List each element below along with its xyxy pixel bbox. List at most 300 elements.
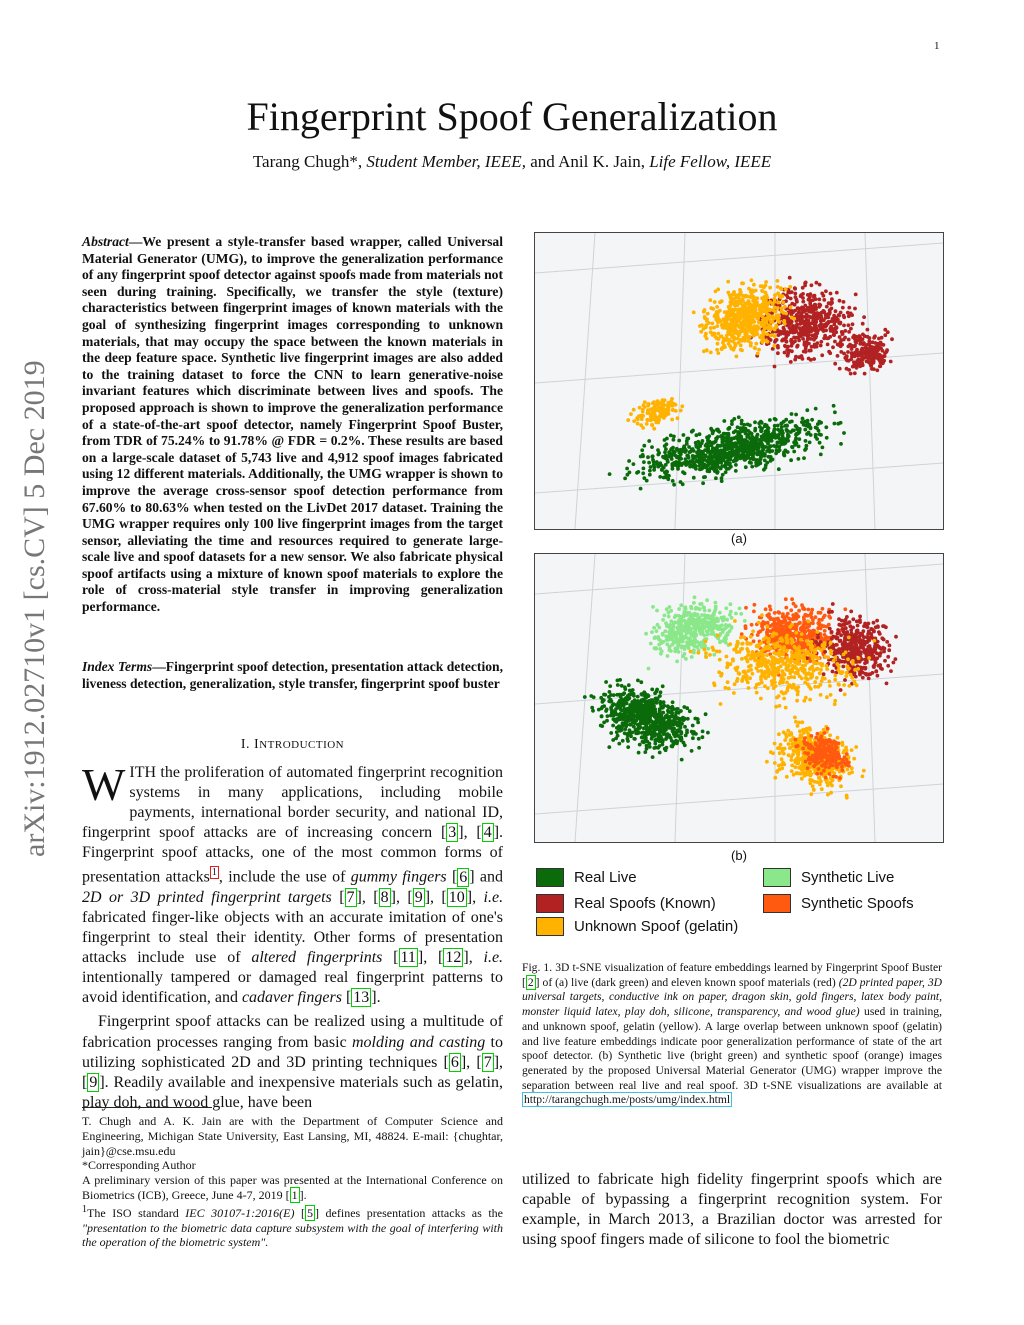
scatter-point [754,289,758,293]
scatter-point [714,601,718,605]
scatter-point [773,306,777,310]
scatter-point [615,726,619,730]
scatter-point [833,362,837,366]
intro-text: fabricated finger-like objects with an accurate imitation of one's fingerprint to steal their identity. Other forms of presentation attacks include use of [82,908,503,967]
scatter-point [780,425,784,429]
scatter-point [690,749,694,753]
scatter-point [803,324,807,328]
scatter-point [722,344,726,348]
scatter-point [814,328,818,332]
scatter-point [750,656,754,660]
scatter-point [739,612,743,616]
scatter-point [682,433,686,437]
scatter-point [880,343,884,347]
intro-text: intentionally tampered or damaged real fingerprint patterns to avoid identification, and [82,969,503,1007]
scatter-point [739,448,743,452]
scatter-point [647,713,651,717]
scatter-point [697,617,701,621]
scatter-point [797,332,801,336]
scatter-point [721,473,725,477]
scatter-point [781,652,785,656]
scatter-point [859,340,863,344]
scatter-point [679,603,683,607]
scatter-point [716,332,720,336]
authors-and: and [530,152,555,171]
scatter-point [779,442,783,446]
scatter-point [873,334,877,338]
scatter-point [812,357,816,361]
scatter-point [652,626,656,630]
citation-link[interactable]: 11 [400,949,416,967]
scatter-point [714,605,718,609]
scatter-point [727,687,731,691]
scatter-point [719,444,723,448]
arxiv-stamp: arXiv:1912.02710v1 [cs.CV] 5 Dec 2019 [18,360,51,857]
scatter-point [718,300,722,304]
scatter-point [772,344,776,348]
scatter-point [606,714,610,718]
scatter-point [687,462,691,466]
scatter-point [636,723,640,727]
scatter-point [778,437,782,441]
scatter-point [797,437,801,441]
scatter-point [715,437,719,441]
scatter-point [798,322,802,326]
scatter-point [718,611,722,615]
scatter-point [795,699,799,703]
scatter-point [696,651,700,655]
scatter-point [792,683,796,687]
scatter-point [793,617,797,621]
scatter-point [752,610,756,614]
scatter-point [833,410,837,414]
scatter-point [670,744,674,748]
scatter-point [847,636,851,640]
scatter-point [650,630,654,634]
scatter-point [745,658,749,662]
scatter-point [716,634,720,638]
citation-link[interactable]: 10 [448,888,465,906]
scatter-point [752,320,756,324]
scatter-point [794,612,798,616]
scatter-point [778,645,782,649]
scatter-point [700,626,704,630]
scatter-point [817,420,821,424]
scatter-point [772,651,776,655]
scatter-point [797,430,801,434]
scatter-point [689,450,693,454]
scatter-point [726,664,730,668]
scatter-point [809,337,813,341]
scatter-point [757,348,761,352]
scatter-point [853,307,857,311]
scatter-point [760,613,764,617]
footnote-text: A preliminary version of this paper was presented at the International Conference on Biometrics (ICB), Greece, June 4-7, 2019 [82,1173,503,1202]
scatter-point [626,745,630,749]
scatter-point [775,696,779,700]
scatter-point [732,290,736,294]
scatter-point [740,437,744,441]
scatter-point [665,736,669,740]
scatter-point [853,371,857,375]
scatter-point [869,346,873,350]
scatter-point [736,425,740,429]
citation-link[interactable]: 9 [89,1073,98,1091]
scatter-point [832,333,836,337]
scatter-point [789,458,793,462]
scatter-point [681,635,685,639]
scatter-point [718,640,722,644]
citation-link[interactable]: 5 [307,1205,314,1220]
scatter-point [744,465,748,469]
scatter-point [749,344,753,348]
scatter-point [696,640,700,644]
scatter-point [701,730,705,734]
scatter-point [667,706,671,710]
scatter-point [853,681,857,685]
scatter-point [669,448,673,452]
scatter-point [729,441,733,445]
scatter-point [751,296,755,300]
scatter-point [804,676,808,680]
scatter-point [886,330,890,334]
scatter-point [789,338,793,342]
scatter-point [589,694,593,698]
scatter-point [833,656,837,660]
scatter-point [648,745,652,749]
scatter-point [793,655,797,659]
scatter-point [778,681,782,685]
scatter-point [809,326,813,330]
scatter-point [663,450,667,454]
scatter-point [769,647,773,651]
scatter-point [820,353,824,357]
scatter-point [669,715,673,719]
scatter-point [872,367,876,371]
scatter-point [696,721,700,725]
scatter-point [683,652,687,656]
scatter-point [842,683,846,687]
scatter-point [655,701,659,705]
scatter-point [654,738,658,742]
scatter-point [734,666,738,670]
scatter-point [788,659,792,663]
scatter-point [640,693,644,697]
scatter-point [876,674,880,678]
scatter-point [679,409,683,413]
scatter-point [817,305,821,309]
scatter-point [734,469,738,473]
scatter-point [640,736,644,740]
scatter-point [819,611,823,615]
scatter-point [768,450,772,454]
scatter-point [750,465,754,469]
figure-1b-scatter [535,554,943,842]
scatter-point [732,691,736,695]
scatter-point [781,294,785,298]
scatter-point [646,402,650,406]
scatter-point [808,672,812,676]
scatter-point [847,323,851,327]
scatter-point [687,445,691,449]
scatter-point [645,422,649,426]
scatter-point [809,613,813,617]
scatter-point [814,615,818,619]
scatter-point [661,740,665,744]
scatter-point [762,300,766,304]
scatter-point [886,664,890,668]
scatter-point [774,436,778,440]
scatter-point [665,442,669,446]
scatter-point [730,298,734,302]
scatter-point [851,652,855,656]
scatter-point [813,680,817,684]
scatter-point [790,597,794,601]
abstract-text: —We present a style-transfer based wrapper, called Universal Material Generator (UMG), to improve the generalization performance of any fingerprint spoof detector against spoofs made from materials not seen during training. Specifically, we transfer the style (texture) characteristics between fingerprint images of known materials with the goal of synthesizing fingerprint images corresponding to unknown materials, that may occupy the space between the known materials in the deep feature space. Synthetic live fingerprint images are also added to the training dataset to force the CNN to learn generative-noise invariant features which discriminate between lives and spoofs. The proposed approach is shown to improve the generalization performance of a state-of-the-art spoof detector, namely Fingerprint Spoof Buster, from TDR of 75.24% to 91.78% @ FDR = 0.2%. These results are based on a large-scale dataset of 5,743 live and 4,912 spoof images fabricated using 12 different materials. Additionally, the UMG wrapper is shown to improve the average cross-sensor spoof detection performance from 67.60% to 80.63% when tested on the LivDet 2017 dataset. Training the UMG wrapper requires only 100 live fingerprint images from the target sensor, alleviating the time and resources required to generate large-scale live and spoof datasets for a new sensor. We also fabricate physical spoof artifacts using a mixture of known spoof materials to explore the role of cross-material style transfer in improving generalization performance. [82,234,503,615]
scatter-point [664,454,668,458]
scatter-point [642,444,646,448]
scatter-point [842,315,846,319]
scatter-point [800,677,804,681]
scatter-point [829,649,833,653]
scatter-point [781,648,785,652]
scatter-point [645,722,649,726]
scatter-point [822,646,826,650]
scatter-point [755,691,759,695]
scatter-point [822,318,826,322]
scatter-point [757,421,761,425]
scatter-point [743,332,747,336]
scatter-point [701,619,705,623]
citation-link[interactable]: 6 [450,1053,459,1071]
scatter-point [803,448,807,452]
scatter-point [828,627,832,631]
scatter-point [632,462,636,466]
scatter-point [782,437,786,441]
citation-link[interactable]: 8 [380,888,389,906]
scatter-point [713,300,717,304]
scatter-point [645,418,649,422]
scatter-point [785,424,789,428]
scatter-point [760,289,764,293]
scatter-point [656,463,660,467]
scatter-point [643,405,647,409]
scatter-point [781,615,785,619]
scatter-point [689,628,693,632]
scatter-point [833,422,837,426]
scatter-point [615,693,619,697]
scatter-point [614,718,618,722]
scatter-point [618,706,622,710]
citation-link[interactable]: 9 [414,888,423,906]
scatter-point [753,603,757,607]
citation-link[interactable]: 12 [445,949,462,967]
scatter-point [655,629,659,633]
scatter-point [804,424,808,428]
citation-link[interactable]: 7 [346,888,355,906]
citation-link[interactable]: 7 [483,1053,492,1071]
scatter-point [782,332,786,336]
scatter-point [842,623,846,627]
scatter-point [726,433,730,437]
scatter-point [637,706,641,710]
scatter-point [878,663,882,667]
scatter-point [633,715,637,719]
scatter-point [641,471,645,475]
scatter-point [621,739,625,743]
scatter-point [639,680,643,684]
scatter-point [827,614,831,618]
scatter-point [676,724,680,728]
scatter-point [824,425,828,429]
citation-link[interactable]: 13 [353,989,370,1007]
scatter-point [773,365,777,369]
scatter-point [784,287,788,291]
scatter-point [730,347,734,351]
scatter-point [781,300,785,304]
scatter-point [626,739,630,743]
scatter-point [812,294,816,298]
scatter-point [655,726,659,730]
scatter-point [748,317,752,321]
intro-paragraph-1: WITH the proliferation of automated fingerprint recognition systems in many applications, including mobile payments, international border security, and national ID, fingerprint spoof attacks are of increasing concern [ 3 ], [ 4 ]. Fingerprint spoof attacks, one of the most common forms of presentation attacks $^1$ , include the use of gummy fingers [ 6 ] and 2D or 3D printed fingerprint targets [ 7 ], [ 8 ], [ 9 ], [ 10 ], i.e. fabricated finger-like objects with an accurate imitation of one's fingerprint to steal their identity. Other forms of presentation attacks include use of altered fingerprints [ 11 ], [ 12 ], i.e. intentionally tampered or damaged real fingerprint patterns to avoid identification, and cadaver fingers [ 13 ]. [82,759,504,1007]
scatter-point [748,676,752,680]
citation-link[interactable]: 4 [483,824,492,842]
scatter-point [626,473,630,477]
scatter-point [833,699,837,703]
scatter-point [619,725,623,729]
scatter-point [805,444,809,448]
scatter-point [777,301,781,305]
scatter-point [739,636,743,640]
scatter-point [656,453,660,457]
scatter-point [767,315,771,319]
scatter-point [700,323,704,327]
scatter-point [725,655,729,659]
scatter-point [679,730,683,734]
scatter-point [782,319,786,323]
scatter-point [654,646,658,650]
scatter-point [716,351,720,355]
scatter-point [808,698,812,702]
scatter-point [744,606,748,610]
scatter-point [702,475,706,479]
scatter-point [662,700,666,704]
scatter-point [716,288,720,292]
scatter-point [894,657,898,661]
scatter-point [676,626,680,630]
scatter-point [847,684,851,688]
scatter-point [805,308,809,312]
scatter-point [740,419,744,423]
scatter-point [874,669,878,673]
scatter-point [639,487,643,491]
index-terms-label: Index Terms [82,659,153,674]
scatter-point [767,455,771,459]
scatter-point [651,458,655,462]
scatter-point [768,286,772,290]
scatter-point [657,714,661,718]
scatter-point [776,344,780,348]
scatter-point [807,431,811,435]
scatter-point [827,680,831,684]
scatter-point [769,617,773,621]
scatter-point [668,710,672,714]
scatter-point [749,329,753,333]
scatter-point [671,404,675,408]
citation-link[interactable]: 6 [459,868,468,886]
scatter-point [819,326,823,330]
scatter-point [645,706,649,710]
scatter-point [749,668,753,672]
scatter-point [687,640,691,644]
citation-link[interactable]: 3 [448,824,457,842]
intro-emphasis: molding and casting [351,1033,486,1051]
scatter-point [814,433,818,437]
scatter-point [711,333,715,337]
scatter-point [629,734,633,738]
scatter-point [804,696,808,700]
scatter-point [822,298,826,302]
author-1: Tarang Chugh*, [252,152,363,171]
scatter-point [835,636,839,640]
citation-link[interactable]: 1 [291,1187,298,1202]
scatter-point [661,402,665,406]
scatter-point [768,605,772,609]
scatter-point [798,656,802,660]
footnote-link[interactable]: 1 [211,867,217,879]
scatter-point [677,439,681,443]
scatter-point [847,306,851,310]
scatter-point [728,629,732,633]
scatter-point [750,278,754,282]
scatter-point [608,472,612,476]
scatter-point [637,751,641,755]
scatter-point [677,618,681,622]
scatter-point [638,406,642,410]
scatter-point [880,336,884,340]
scatter-point [862,624,866,628]
scatter-point [788,285,792,289]
scatter-point [669,609,673,613]
scatter-point [864,666,868,670]
scatter-point [849,344,853,348]
scatter-point [710,461,714,465]
scatter-point [753,302,757,306]
scatter-point [861,363,865,367]
scatter-point [854,341,858,345]
scatter-point [836,628,840,632]
scatter-point [867,656,871,660]
scatter-point [769,624,773,628]
scatter-point [733,619,737,623]
scatter-point [733,682,737,686]
scatter-point [753,346,757,350]
scatter-point [880,667,884,671]
scatter-point [823,633,827,637]
scatter-point [883,333,887,337]
section-title-first-letter: I [254,737,260,752]
scatter-point [643,750,647,754]
scatter-point [863,661,867,665]
scatter-point [793,292,797,296]
scatter-point [684,457,688,461]
scatter-point [755,444,759,448]
scatter-point [803,428,807,432]
scatter-point [778,429,782,433]
scatter-point [789,360,793,364]
scatter-point [734,435,738,439]
